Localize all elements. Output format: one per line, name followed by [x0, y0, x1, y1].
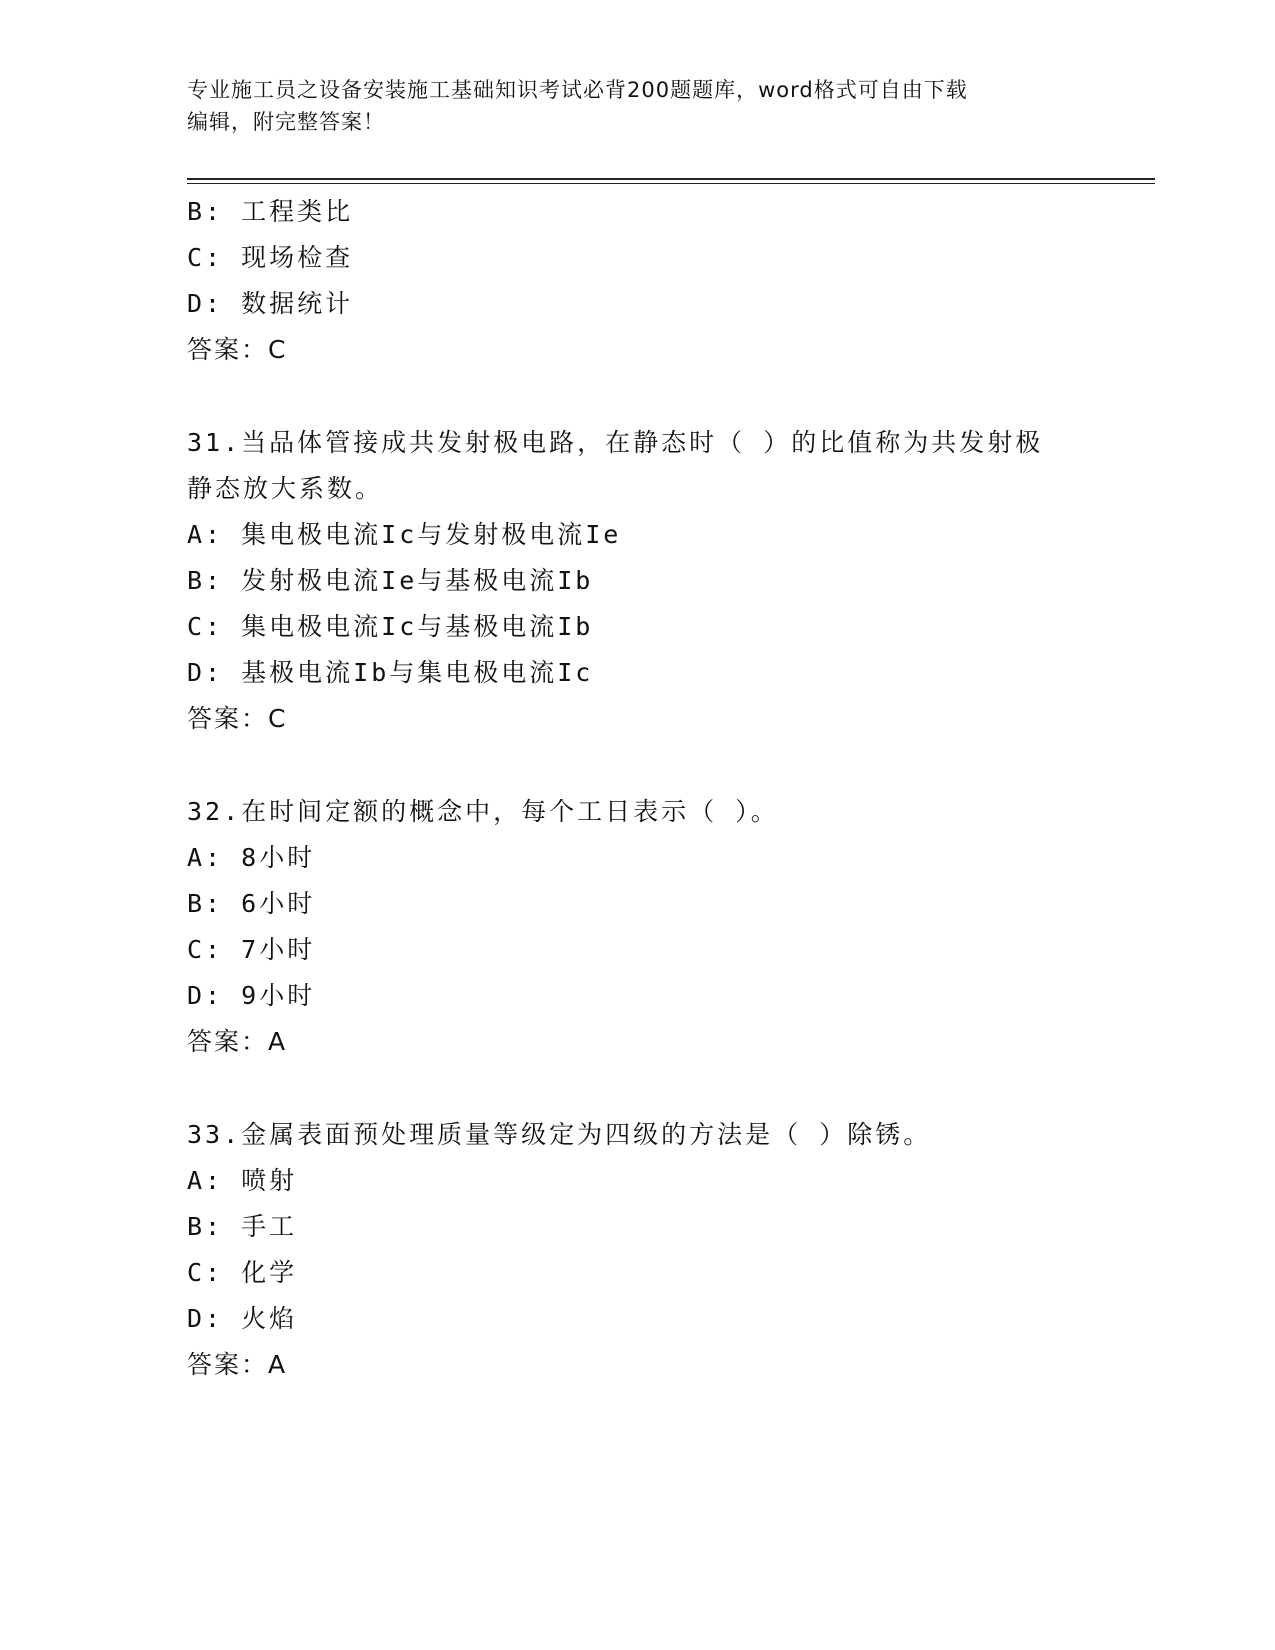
option-b: B: 手工 — [187, 1212, 298, 1241]
question-list — [187, 189, 1087, 1388]
option-c: C: 集电极电流Ic与基极电流Ib — [187, 612, 594, 641]
header-rule-thin — [187, 183, 1155, 184]
option-c: C: 现场检查 — [187, 243, 354, 272]
question-32 — [187, 789, 1087, 1065]
header-line-2: 编辑，附完整答案！ — [187, 110, 385, 134]
document-header — [187, 74, 1067, 138]
option-d: D: 数据统计 — [187, 289, 354, 318]
header-rule-thick — [187, 178, 1155, 180]
option-b: B: 工程类比 — [187, 197, 354, 226]
option-b: B: 发射极电流Ie与基极电流Ib — [187, 566, 594, 595]
option-a: A: 喷射 — [187, 1166, 298, 1195]
option-d: D: 基极电流Ib与集电极电流Ic — [187, 658, 594, 687]
question-fragment — [187, 189, 1087, 373]
answer: 答案：C — [187, 335, 288, 364]
answer: 答案：A — [187, 1027, 288, 1056]
question-text-cont: 静态放大系数。 — [187, 474, 384, 503]
question-31 — [187, 420, 1087, 742]
header-line-1: 专业施工员之设备安装施工基础知识考试必背200题题库，word格式可自由下载 — [187, 78, 968, 102]
answer: 答案：C — [187, 704, 288, 733]
question-33 — [187, 1112, 1087, 1388]
option-a: A: 8小时 — [187, 843, 316, 872]
option-b: B: 6小时 — [187, 889, 316, 918]
answer: 答案：A — [187, 1350, 288, 1379]
option-a: A: 集电极电流Ic与发射极电流Ie — [187, 520, 622, 549]
option-c: C: 化学 — [187, 1258, 298, 1287]
option-d: D: 9小时 — [187, 981, 316, 1010]
question-text: 33.金属表面预处理质量等级定为四级的方法是（ ）除锈。 — [187, 1120, 932, 1149]
option-c: C: 7小时 — [187, 935, 316, 964]
question-text: 31.当品体管接成共发射极电路，在静态时（ ）的比值称为共发射极 — [187, 428, 1044, 457]
question-text: 32.在时间定额的概念中，每个工日表示（ ）。 — [187, 797, 779, 826]
option-d: D: 火焰 — [187, 1304, 298, 1333]
